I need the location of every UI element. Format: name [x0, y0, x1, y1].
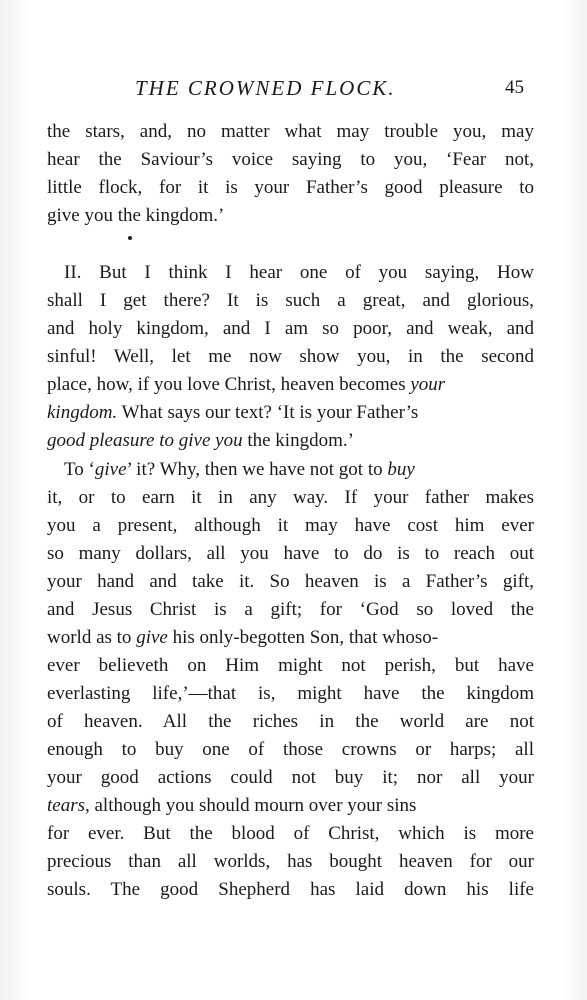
text-line: your good actions could not buy it; nor all your [47, 767, 534, 788]
text-span: What says our text? ‘It is your Father’s [117, 402, 419, 423]
italic-span: give [94, 459, 127, 480]
italic-span: good pleasure to give you [47, 430, 243, 451]
text-line [47, 624, 534, 651]
text-line: shall I get there? It is such a great, and glorious, [47, 290, 534, 311]
text-span: ’ it? Why, then we have not got to [126, 459, 388, 480]
text-line [47, 427, 534, 454]
italic-span: give [136, 627, 168, 648]
stray-mark [128, 236, 132, 240]
text-line [64, 456, 534, 483]
italic-span: kingdom. [47, 402, 118, 423]
text-span: although you should mourn over your sins [89, 795, 417, 816]
italic-span: your [410, 374, 446, 395]
text-line: sinful! Well, let me now show you, in the second [47, 346, 534, 367]
text-line: and holy kingdom, and I am so poor, and weak, and [47, 318, 534, 339]
text-line [47, 792, 534, 819]
italic-span: tears, [47, 795, 90, 816]
running-title: THE CROWNED FLOCK. [135, 76, 396, 100]
text-line [47, 399, 534, 426]
text-span: world as to [47, 627, 137, 648]
text-line: and Jesus Christ is a gift; for ‘God so loved the [47, 599, 534, 620]
text-line: II. But I think I hear one of you saying, How [64, 262, 534, 283]
text-line: hear the Saviour’s voice saying to you, ‘Fear not, [47, 149, 534, 170]
text-line: the stars, and, no matter what may trouble you, may [47, 121, 534, 142]
text-line: of heaven. All the riches in the world are not [47, 711, 534, 732]
text-line: for ever. But the blood of Christ, which is more [47, 823, 534, 844]
text-line: souls. The good Shepherd has laid down his life [47, 879, 534, 900]
text-span: his only-begotten Son, that whoso- [167, 627, 439, 648]
text-line: your hand and take it. So heaven is a Father’s gift, [47, 571, 534, 592]
text-line: precious than all worlds, has bought heaven for our [47, 851, 534, 872]
text-span: place, how, if you love Christ, heaven becomes [47, 374, 411, 395]
text-line: so many dollars, all you have to do is to reach out [47, 543, 534, 564]
text-line: ever believeth on Him might not perish, but have [47, 655, 534, 676]
text-line: little flock, for it is your Father’s good pleasure to [47, 177, 534, 198]
text-line [47, 371, 534, 398]
page-number: 45 [505, 77, 524, 98]
text-line: enough to buy one of those crowns or harps; all [47, 739, 534, 760]
text-span: To ‘ [64, 459, 95, 480]
text-line: it, or to earn it in any way. If your father makes [47, 487, 534, 508]
text-line: everlasting life,’—that is, might have the kingdom [47, 683, 534, 704]
running-head [0, 70, 587, 104]
italic-span: buy [387, 459, 415, 480]
text-span: the kingdom.’ [242, 430, 354, 451]
text-line: give you the kingdom.’ [47, 205, 225, 226]
text-line: you a present, although it may have cost him ever [47, 515, 534, 536]
